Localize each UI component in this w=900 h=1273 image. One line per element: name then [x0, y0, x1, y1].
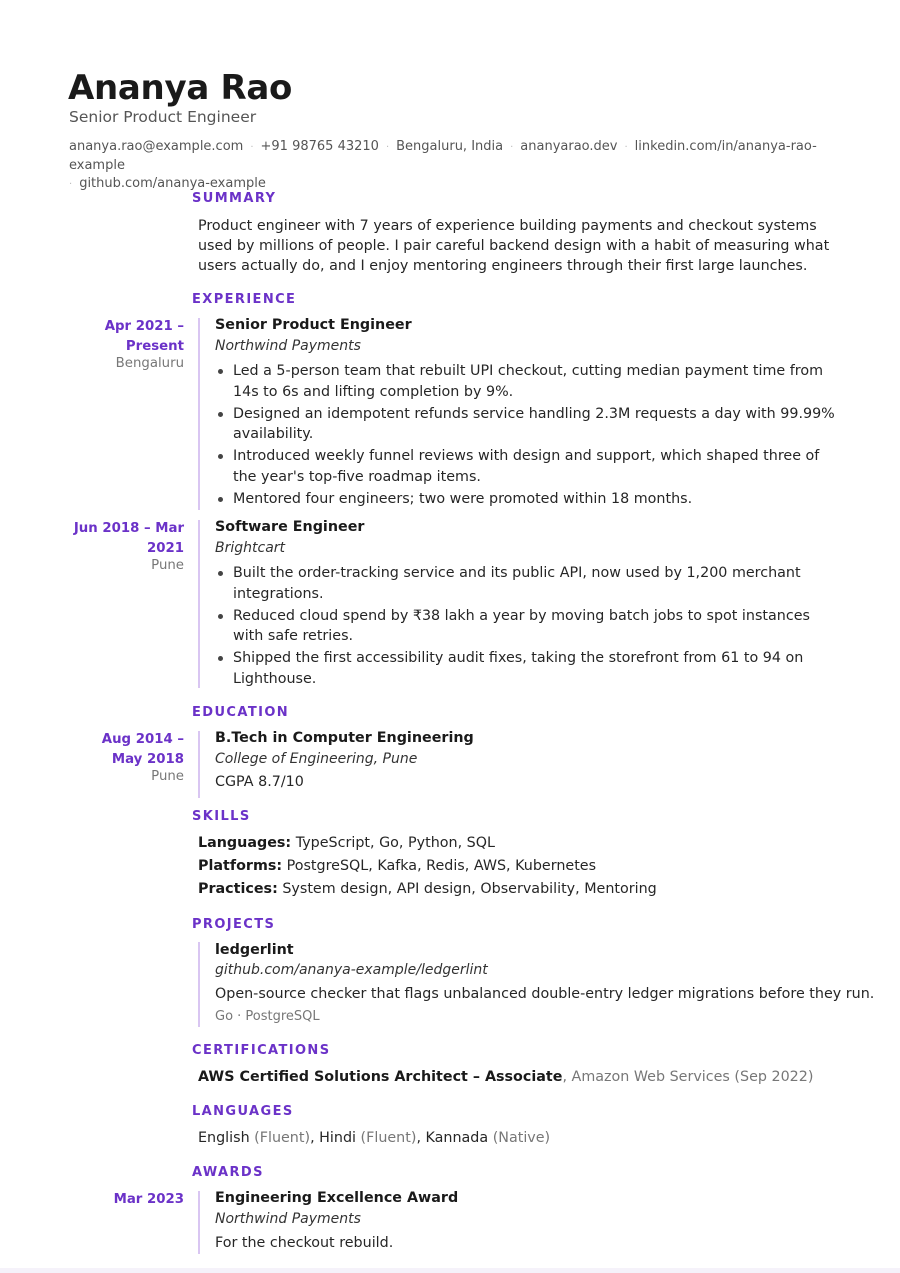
job-2-divider	[198, 520, 200, 688]
summary-text: Product engineer with 7 years of experience building payments and checkout systems used by millions of people. I pair careful backend design with a habit of measuring what users actually do, and I enjoy mentoring engineers through their first large launches.	[198, 218, 830, 274]
education-location: Pune	[151, 769, 184, 784]
job-2-dates: Jun 2018 – Mar 2021	[73, 521, 184, 556]
job-1-bullets	[215, 361, 837, 511]
project-link[interactable]: github.com/ananya-example/ledgerlint	[215, 962, 488, 978]
certifications-heading: CERTIFICATIONS	[192, 1043, 331, 1058]
projects-heading: PROJECTS	[192, 917, 276, 932]
summary-heading: SUMMARY	[192, 191, 277, 206]
job-1-divider	[198, 318, 200, 510]
list-item: Designed an idempotent refunds service handling 2.3M requests a day with 99.99% availability.	[215, 404, 837, 445]
job-2-location: Pune	[151, 558, 184, 573]
award-title: Engineering Excellence Award	[215, 1190, 459, 1206]
job-2-title: Software Engineer	[215, 519, 365, 535]
award-org: Northwind Payments	[215, 1211, 361, 1227]
candidate-name: Ananya Rao	[68, 68, 293, 108]
list-item: Built the order-tracking service and its public API, now used by 1,200 merchant integrations.	[215, 563, 837, 604]
awards-heading: AWARDS	[192, 1165, 264, 1180]
education-divider	[198, 731, 200, 798]
language-level: (Fluent)	[254, 1130, 311, 1146]
job-1-location: Bengaluru	[115, 356, 184, 371]
skills-label: Platforms:	[198, 858, 283, 874]
contact-website[interactable]: ananyarao.dev	[520, 139, 618, 154]
experience-heading: EXPERIENCE	[192, 292, 297, 307]
skills-value: PostgreSQL, Kafka, Redis, AWS, Kubernetes	[286, 858, 597, 874]
award-divider	[198, 1191, 200, 1254]
project-divider	[198, 942, 200, 1027]
list-item: Reduced cloud spend by ₹38 lakh a year by moving batch jobs to spot instances with safe retries.	[215, 606, 837, 647]
contact-location: Bengaluru, India	[396, 139, 504, 154]
contact-phone[interactable]: +91 98765 43210	[260, 139, 379, 154]
education-dates: Aug 2014 – May 2018	[101, 732, 184, 767]
skills-heading: SKILLS	[192, 809, 251, 824]
award-note: For the checkout rebuild.	[215, 1235, 394, 1251]
list-item: Introduced weekly funnel reviews with design and support, which shaped three of the year's top-five roadmap items.	[215, 446, 837, 487]
list-item: Mentored four engineers; two were promoted within 18 months.	[215, 489, 837, 510]
candidate-role: Senior Product Engineer	[69, 108, 257, 126]
contact-linkedin[interactable]: linkedin.com/in/ananya-rao-example	[69, 139, 817, 173]
list-item: Shipped the first accessibility audit fixes, taking the storefront from 61 to 94 on Lighthouse.	[215, 648, 837, 689]
certification-issuer: , Amazon Web Services (Sep 2022)	[562, 1069, 814, 1085]
skills-value: System design, API design, Observability, Mentoring	[282, 881, 657, 897]
contact-line: ananya.rao@example.com · +91 98765 43210 · Bengaluru, India · ananyarao.dev · linkedin.com/in/ananya-rao-example · github.com/ananya-example	[69, 139, 817, 191]
job-1-dates: Apr 2021 – Present	[104, 319, 184, 354]
education-heading: EDUCATION	[192, 705, 290, 720]
skills-value: TypeScript, Go, Python, SQL	[295, 835, 495, 851]
language-level: (Native)	[492, 1130, 551, 1146]
education-school: College of Engineering, Pune	[215, 751, 418, 767]
language-level: (Fluent)	[360, 1130, 417, 1146]
skills-row-practices	[198, 881, 657, 897]
job-1-title: Senior Product Engineer	[215, 317, 412, 333]
contact-email[interactable]: ananya.rao@example.com	[69, 139, 244, 154]
language-name: English	[198, 1130, 250, 1146]
education-degree: B.Tech in Computer Engineering	[215, 730, 474, 746]
languages-list: English (Fluent), Hindi (Fluent), Kannada (Native)	[198, 1130, 551, 1146]
project-tech: Go · PostgreSQL	[215, 1009, 320, 1024]
list-item: Led a 5-person team that rebuilt UPI checkout, cutting median payment time from 14s to 6s and lifting completion by 9%.	[215, 361, 837, 402]
project-name: ledgerlint	[215, 942, 294, 958]
languages-heading: LANGUAGES	[192, 1104, 294, 1119]
job-2-company: Brightcart	[215, 540, 286, 556]
job-2-bullets	[215, 563, 837, 691]
language-name: Kannada	[425, 1130, 489, 1146]
skills-label: Practices:	[198, 881, 278, 897]
contact-github[interactable]: github.com/ananya-example	[79, 176, 266, 191]
job-1-company: Northwind Payments	[215, 338, 361, 354]
certification-name: AWS Certified Solutions Architect – Associate	[198, 1069, 563, 1085]
page-footer-strip	[0, 1268, 900, 1273]
language-name: Hindi	[319, 1130, 356, 1146]
education-grade: CGPA 8.7/10	[215, 774, 304, 790]
award-date: Mar 2023	[113, 1192, 184, 1207]
project-description: Open-source checker that flags unbalanced double-entry ledger migrations before they run.	[215, 986, 875, 1002]
skills-row-platforms	[198, 858, 596, 874]
certification-item	[198, 1069, 813, 1085]
skills-label: Languages:	[198, 835, 292, 851]
skills-row-languages	[198, 835, 495, 851]
